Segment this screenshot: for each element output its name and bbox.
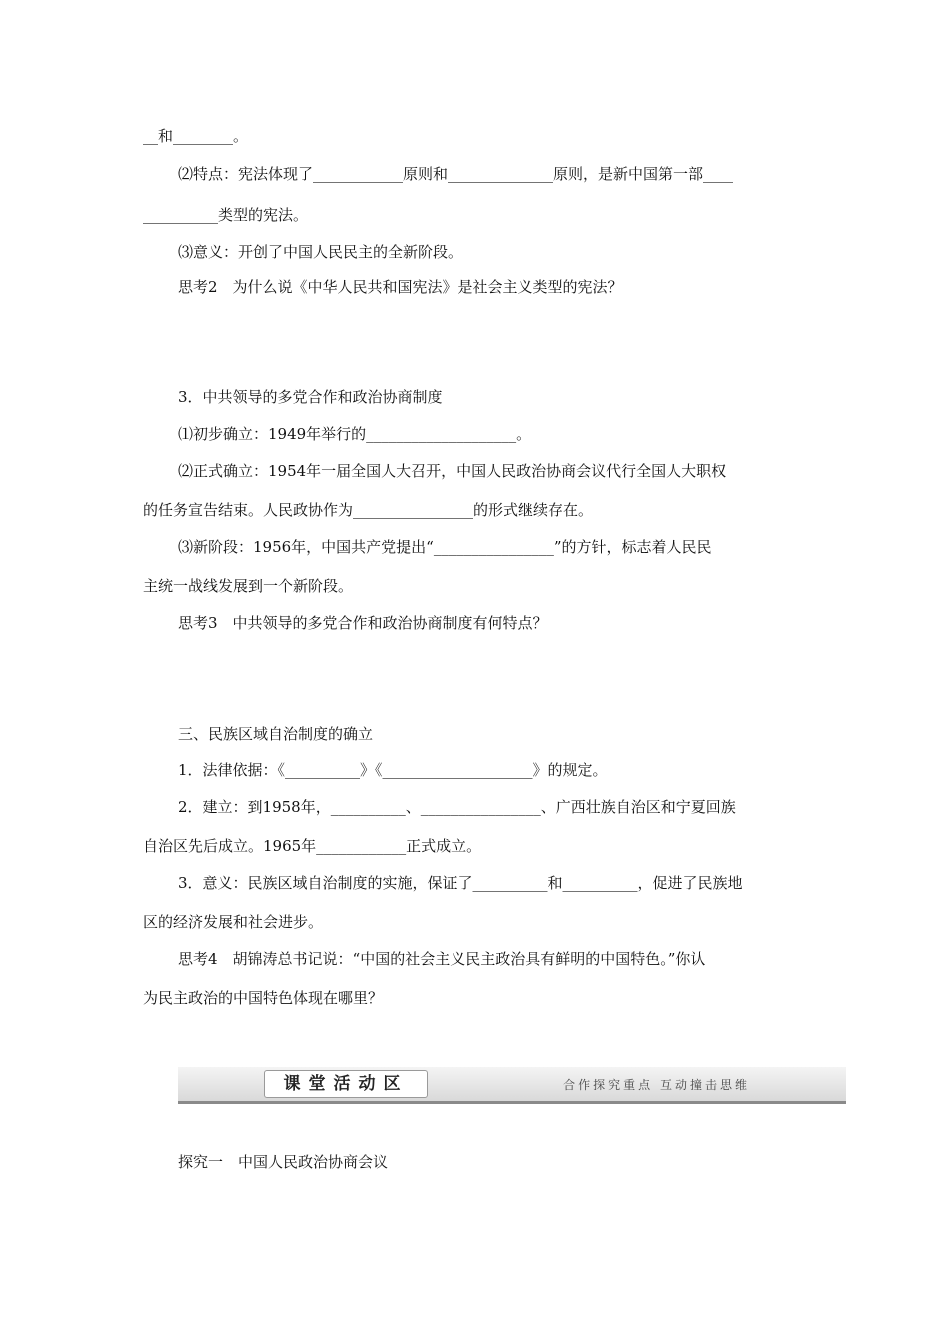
text-line: 区的经济发展和社会进步。 <box>143 913 324 931</box>
question-prompt: 思考3 中共领导的多党合作和政治协商制度有何特点？ <box>178 614 548 632</box>
question-prompt: 思考2 为什么说《中华人民共和国宪法》是社会主义类型的宪法？ <box>178 278 623 296</box>
text-line: __________类型的宪法。 <box>143 206 309 224</box>
section-heading: 探究一 中国人民政治协商会议 <box>178 1153 389 1171</box>
text-line: 3．意义：民族区域自治制度的实施，保证了__________和__________，促进了民族地 <box>178 874 743 892</box>
section-heading: 3．中共领导的多党合作和政治协商制度 <box>178 388 443 406</box>
text-line: ⑵正式确立：1954年一届全国人大召开，中国人民政治协商会议代行全国人大职权 <box>178 462 727 480</box>
text-line: ⑶意义：开创了中国人民民主的全新阶段。 <box>178 243 464 261</box>
question-prompt: 为民主政治的中国特色体现在哪里？ <box>143 989 384 1007</box>
text-line: 主统一战线发展到一个新阶段。 <box>143 577 354 595</box>
text-line: ⑴初步确立：1949年举行的____________________。 <box>178 425 532 443</box>
text-line: 1．法律依据：《__________》《____________________》的规定。 <box>178 761 608 779</box>
text-line: 自治区先后成立。1965年____________正式成立。 <box>143 837 482 855</box>
text-line: __和________。 <box>143 127 249 145</box>
text-line: 2．建立：到1958年，__________、________________、广西壮族自治区和宁夏回族 <box>178 798 736 816</box>
section-heading: 三、民族区域自治制度的确立 <box>178 725 374 743</box>
banner-subtitle: 合作探究重点 互动撞击思维 <box>563 1078 750 1092</box>
text-line: ⑶新阶段：1956年，中国共产党提出“________________”的方针，标志着人民民 <box>178 538 712 556</box>
banner-title: 课堂活动区 <box>264 1070 428 1098</box>
text-line: 的任务宣告结束。人民政协作为________________的形式继续存在。 <box>143 501 594 519</box>
classroom-activity-banner <box>178 1067 846 1104</box>
question-prompt: 思考4 胡锦涛总书记说：“中国的社会主义民主政治具有鲜明的中国特色。”你认 <box>178 950 706 968</box>
text-line: ⑵特点：宪法体现了____________原则和______________原则，是新中国第一部____ <box>178 165 734 183</box>
